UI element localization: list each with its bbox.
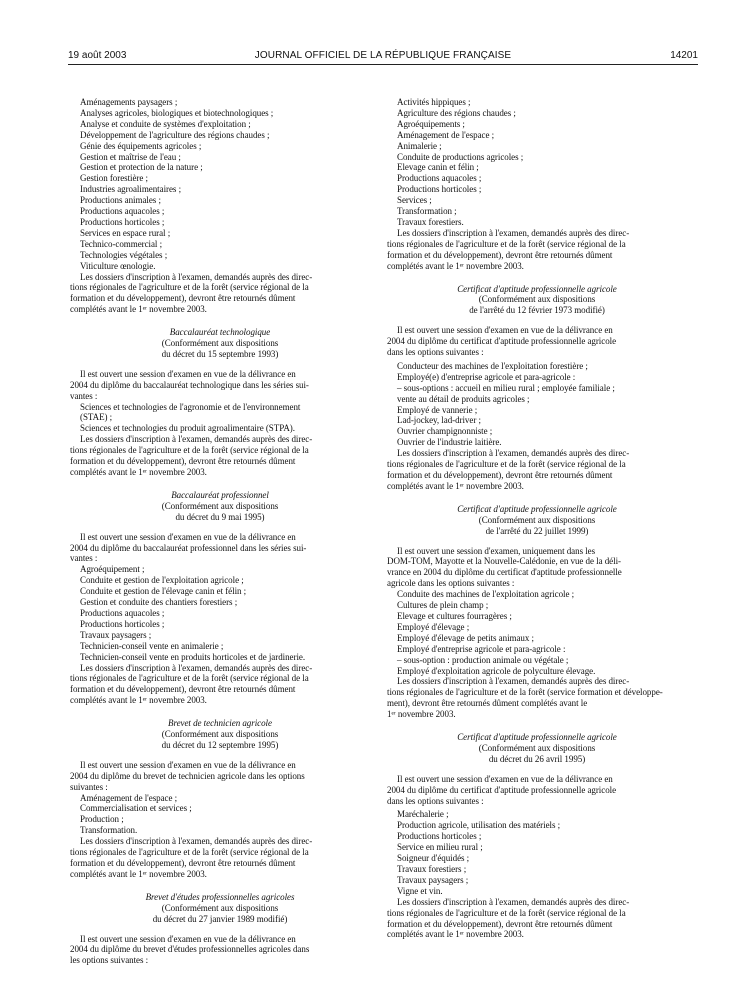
option-item: Technico-commercial ;: [80, 238, 163, 249]
intro-paragraph: 2004 du diplôme du certificat d'aptitude professionnelle agricole: [387, 784, 617, 795]
section-reference: du décret du 12 septembre 1995): [161, 739, 279, 750]
option-item: Gestion et conduite des chantiers forestiers ;: [80, 597, 238, 608]
section-reference: (Conformément aux dispositions: [161, 500, 279, 511]
option-item: Maréchalerie ;: [397, 809, 449, 820]
option-item: Productions horticoles ;: [80, 618, 165, 629]
option-item: Services en espace rural ;: [80, 227, 171, 238]
intro-paragraph: dans les options suivantes :: [387, 795, 484, 806]
intro-paragraph: Il est ouvert une session d'examen en vue de la délivrance en: [80, 759, 296, 770]
section-reference: (Conformément aux dispositions: [161, 729, 279, 740]
dossier-paragraph: Les dossiers d'inscription à l'examen, demandés auprès des direc-: [397, 676, 630, 687]
dossier-paragraph: tions régionales de l'agriculture et de la forêt (service régional de la: [70, 673, 309, 684]
dossier-paragraph: tions régionales de l'agriculture et de la forêt (service régional de la: [70, 282, 309, 293]
option-item: Activités hippiques ;: [397, 97, 471, 107]
section-title: Baccalauréat professionnel: [171, 489, 269, 500]
option-item: Sciences et technologies de l'agronomie et de l'environnement: [80, 401, 301, 412]
option-item: Ouvrier champignonniste ;: [397, 426, 493, 437]
option-item: Lad-jockey, lad-driver ;: [397, 415, 481, 426]
section-title: Brevet d'études professionnelles agricoles: [145, 891, 295, 902]
option-item: Vigne et vin.: [397, 885, 443, 896]
intro-paragraph: 2004 du diplôme du baccalauréat technologique dans les séries sui-: [70, 379, 309, 390]
section-title: Certificat d'aptitude professionnelle agricole: [457, 283, 617, 294]
dossier-paragraph: complétés avant le 1ᵉʳ novembre 2003.: [70, 695, 207, 706]
option-item: Développement de l'agriculture des régions chaudes ;: [80, 129, 270, 140]
intro-paragraph: Il est ouvert une session d'examen en vue de la délivrance en: [80, 531, 296, 542]
dossier-paragraph: Les dossiers d'inscription à l'examen, demandés auprès des direc-: [397, 227, 630, 238]
dossier-paragraph: Les dossiers d'inscription à l'examen, demandés auprès des direc-: [80, 662, 313, 673]
intro-paragraph: les options suivantes :: [70, 955, 149, 966]
section-reference: (Conformément aux dispositions: [478, 742, 596, 753]
intro-paragraph: vrance en 2004 du diplôme du certificat d'aptitude professionnelle: [387, 567, 622, 578]
section-reference: du décret du 27 janvier 1989 modifié): [152, 913, 288, 924]
intro-paragraph: vantes :: [70, 553, 98, 564]
option-item: Gestion et protection de la nature ;: [80, 162, 203, 173]
option-item: Sciences et technologies du produit agroalimentaire (STPA).: [80, 423, 295, 434]
option-item: Analyses agricoles, biologiques et biotechnologiques ;: [80, 107, 274, 118]
option-item: Employé(e) d'entreprise agricole et para-agricole :: [397, 371, 576, 382]
intro-paragraph: suivantes :: [70, 781, 108, 792]
option-item: Commercialisation et services ;: [80, 803, 192, 814]
option-item: Soigneur d'équidés ;: [397, 853, 470, 864]
dossier-paragraph: complétés avant le 1ᵉʳ novembre 2003.: [70, 868, 207, 879]
intro-paragraph: vantes :: [70, 390, 98, 401]
option-item: Employé d'élevage de petits animaux ;: [397, 632, 534, 643]
section-reference: du décret du 15 septembre 1993): [161, 348, 279, 359]
option-item: Elevage et cultures fourragères ;: [397, 610, 512, 621]
dossier-paragraph: Les dossiers d'inscription à l'examen, demandés auprès des direc-: [397, 448, 630, 459]
section-title: Baccalauréat technologique: [169, 327, 271, 338]
dossier-paragraph: Les dossiers d'inscription à l'examen, demandés auprès des direc-: [80, 271, 313, 282]
option-item: Conduite et gestion de l'élevage canin et félin ;: [80, 586, 247, 597]
option-item: Productions aquacoles ;: [397, 173, 482, 184]
section-title: Certificat d'aptitude professionnelle agricole: [457, 732, 617, 743]
dossier-paragraph: formation et du développement), devront être retournés dûment: [70, 684, 296, 695]
right-column: [387, 97, 687, 940]
intro-paragraph: Il est ouvert une session d'examen, uniquement dans les: [397, 545, 596, 556]
intro-paragraph: Il est ouvert une session d'examen en vue de la délivrance en: [397, 325, 613, 336]
option-item: Technicien-conseil vente en animalerie ;: [80, 640, 224, 651]
dossier-paragraph: complétés avant le 1ᵉʳ novembre 2003.: [387, 929, 524, 940]
option-item: Services ;: [397, 195, 432, 206]
dossier-paragraph: ment), devront être retournés dûment complétés avant le: [387, 698, 588, 709]
option-item: Conducteur des machines de l'exploitation forestière ;: [397, 360, 588, 371]
dossier-paragraph: Les dossiers d'inscription à l'examen, demandés auprès des direc-: [397, 896, 630, 907]
dossier-paragraph: tions régionales de l'agriculture et de la forêt (service régional de la: [387, 907, 626, 918]
dossier-paragraph: formation et du développement), devront être retournés dûment: [387, 249, 613, 260]
dossier-paragraph: 1ᵉʳ novembre 2003.: [387, 709, 456, 720]
option-item: Productions horticoles ;: [397, 831, 482, 842]
dossier-paragraph: tions régionales de l'agriculture et de la forêt (service régional de la: [387, 238, 626, 249]
option-item: – sous-options : accueil en milieu rural ; employée familiale ;: [397, 382, 615, 393]
option-item: Travaux forestiers ;: [397, 864, 467, 874]
section-reference: (Conformément aux dispositions: [478, 294, 596, 305]
intro-paragraph: Il est ouvert une session d'examen en vue de la délivrance en: [80, 933, 296, 944]
option-item: Industries agroalimentaires ;: [80, 184, 182, 195]
option-item: Production ;: [80, 814, 124, 825]
option-item: Travaux paysagers ;: [397, 874, 469, 885]
section-title: Certificat d'aptitude professionnelle agricole: [457, 503, 617, 514]
dossier-paragraph: tions régionales de l'agriculture et de la forêt (service régional de la: [70, 847, 309, 858]
option-item: Service en milieu rural ;: [397, 842, 483, 853]
section-title: Brevet de technicien agricole: [168, 718, 272, 729]
option-item: Aménagement de l'espace ;: [80, 792, 178, 803]
intro-paragraph: DOM-TOM, Mayotte et la Nouvelle-Calédonie, en vue de la déli-: [387, 556, 621, 567]
section-reference: (Conformément aux dispositions: [161, 902, 279, 913]
option-item: Productions horticoles ;: [397, 184, 482, 195]
option-item: Aménagements paysagers ;: [80, 97, 178, 107]
dossier-paragraph: tions régionales de l'agriculture et de la forêt (service régional de la: [70, 445, 309, 456]
option-item: Animalerie ;: [397, 140, 442, 151]
option-item: vente au détail de produits agricoles ;: [397, 393, 530, 404]
header-rule: [68, 64, 698, 65]
option-item: Viticulture œnologie.: [80, 260, 156, 271]
section-reference: du décret du 26 avril 1995): [488, 753, 586, 764]
intro-paragraph: Il est ouvert une session d'examen en vue de la délivrance en: [397, 773, 613, 784]
intro-paragraph: 2004 du diplôme du baccalauréat professionnel dans les séries sui-: [70, 542, 307, 553]
option-item: Productions horticoles ;: [80, 216, 165, 227]
dossier-paragraph: complétés avant le 1ᵉʳ novembre 2003.: [70, 304, 207, 315]
option-item: Technicien-conseil vente en produits horticoles et de jardinerie.: [80, 651, 306, 662]
option-item: Agroéquipement ;: [80, 564, 145, 575]
option-item: Travaux paysagers ;: [80, 629, 152, 640]
option-item: Gestion et maîtrise de l'eau ;: [80, 151, 181, 162]
option-item: Elevage canin et félin ;: [397, 162, 479, 173]
option-item: Employé d'entreprise agricole et para-agricole :: [397, 643, 566, 654]
option-item: – sous-option : production animale ou végétale ;: [397, 654, 569, 665]
dossier-paragraph: complétés avant le 1ᵉʳ novembre 2003.: [387, 480, 524, 491]
dossier-paragraph: formation et du développement), devront être retournés dûment: [70, 858, 296, 868]
option-item: Transformation.: [80, 825, 138, 836]
option-item: Gestion forestière ;: [80, 173, 148, 184]
header-title: JOURNAL OFFICIEL DE LA RÉPUBLIQUE FRANÇAISE: [254, 50, 512, 61]
dossier-paragraph: tions régionales de l'agriculture et de la forêt (service formation et développe-: [387, 687, 663, 698]
option-item: Conduite de productions agricoles ;: [397, 151, 524, 162]
dossier-paragraph: Les dossiers d'inscription à l'examen, demandés auprès des direc-: [80, 434, 313, 445]
dossier-paragraph: Les dossiers d'inscription à l'examen, demandés auprès des direc-: [80, 836, 313, 847]
option-item: Employé d'exploitation agricole de polyculture élevage.: [397, 665, 596, 676]
page-header: [68, 50, 698, 64]
option-item: Conduite et gestion de l'exploitation agricole ;: [80, 575, 244, 586]
option-item: Production agricole, utilisation des matériels ;: [397, 820, 561, 831]
option-item: Productions animales ;: [80, 195, 161, 206]
intro-paragraph: dans les options suivantes :: [387, 347, 484, 358]
dossier-paragraph: complétés avant le 1ᵉʳ novembre 2003.: [387, 260, 524, 271]
dossier-paragraph: tions régionales de l'agriculture et de la forêt (service régional de la: [387, 459, 626, 470]
section-reference: de l'arrêté du 22 juillet 1999): [485, 525, 589, 536]
dossier-paragraph: formation et du développement), devront être retournés dûment: [70, 293, 296, 304]
intro-paragraph: agricole dans les options suivantes :: [387, 578, 515, 589]
intro-paragraph: 2004 du diplôme du brevet d'études professionnelles agricoles dans: [70, 944, 310, 955]
dossier-paragraph: formation et du développement), devront être retournés dûment: [70, 456, 296, 467]
intro-paragraph: 2004 du diplôme du certificat d'aptitude professionnelle agricole: [387, 336, 617, 347]
left-column: [70, 97, 370, 966]
option-item: Productions aquacoles ;: [80, 607, 165, 618]
option-item: Technologies végétales ;: [80, 249, 168, 260]
header-date: 19 août 2003: [68, 50, 127, 61]
option-item: (STAE) ;: [80, 412, 113, 423]
option-item: Génie des équipements agricoles ;: [80, 140, 202, 151]
option-item: Ouvrier de l'industrie laitière.: [397, 437, 502, 448]
option-item: Conduite des machines de l'exploitation agricole ;: [397, 589, 575, 600]
option-item: Agroéquipements ;: [397, 118, 465, 129]
option-item: Productions aquacoles ;: [80, 206, 165, 217]
intro-paragraph: Il est ouvert une session d'examen en vue de la délivrance en: [80, 368, 296, 379]
option-item: Agriculture des régions chaudes ;: [397, 107, 516, 118]
intro-paragraph: 2004 du diplôme du brevet de technicien agricole dans les options: [70, 770, 305, 781]
option-item: Aménagement de l'espace ;: [397, 129, 495, 140]
option-item: Employé d'élevage ;: [397, 621, 470, 632]
dossier-paragraph: formation et du développement), devront être retournés dûment: [387, 918, 613, 929]
option-item: Travaux forestiers.: [397, 216, 464, 227]
section-reference: de l'arrêté du 12 février 1973 modifié): [469, 305, 605, 316]
section-reference: (Conformément aux dispositions: [161, 338, 279, 349]
dossier-paragraph: formation et du développement), devront être retournés dûment: [387, 470, 613, 480]
section-reference: (Conformément aux dispositions: [478, 514, 596, 525]
option-item: Analyse et conduite de systèmes d'exploitation ;: [80, 118, 251, 129]
section-reference: du décret du 9 mai 1995): [175, 511, 265, 522]
dossier-paragraph: complétés avant le 1ᵉʳ novembre 2003.: [70, 467, 207, 477]
option-item: Cultures de plein champ ;: [397, 600, 489, 611]
page-number: 14201: [670, 50, 698, 61]
option-item: Transformation ;: [397, 206, 457, 217]
option-item: Employé de vannerie ;: [397, 404, 478, 415]
